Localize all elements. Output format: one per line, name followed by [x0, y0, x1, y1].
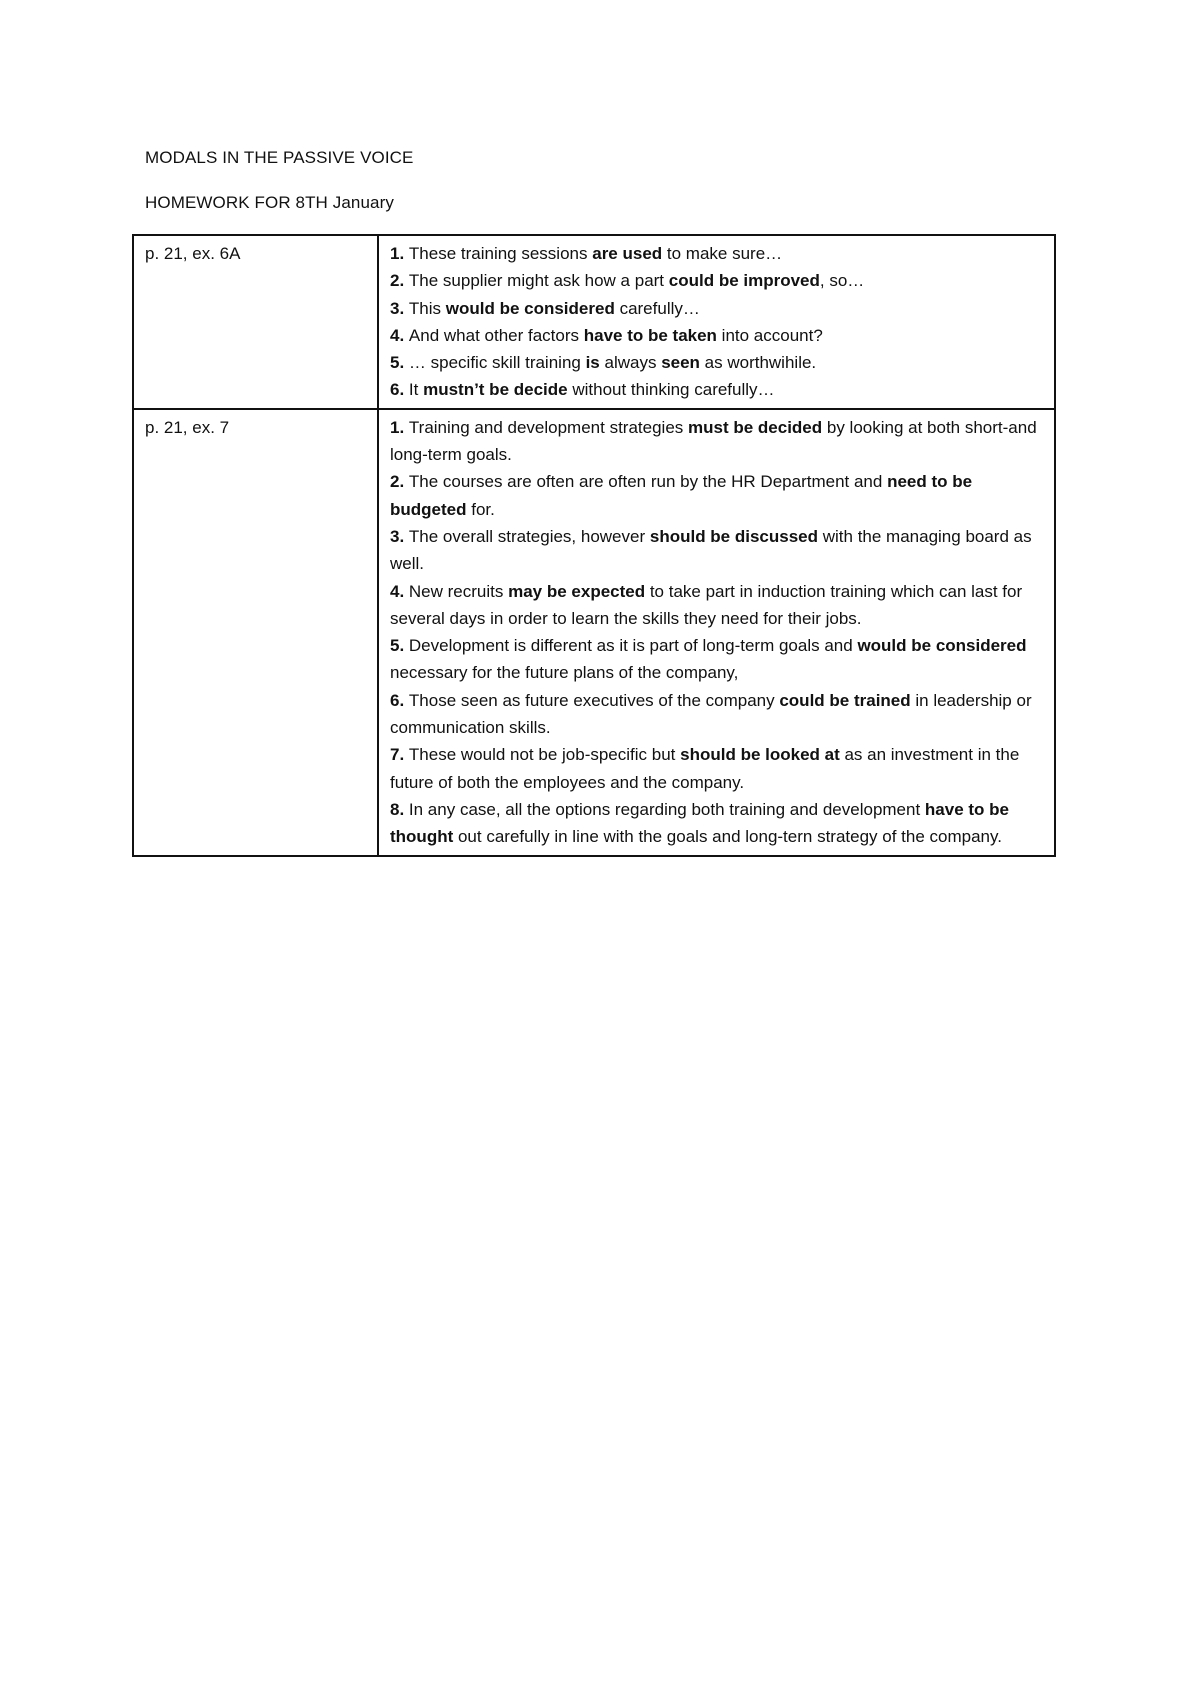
answer-text: as worthwihile. [699, 353, 817, 373]
table-row [133, 409, 1055, 856]
answer-text: with the managing board as well. [390, 526, 1032, 574]
answer-number: 5. [390, 353, 409, 373]
document-subtitle: HOMEWORK FOR 8TH January [145, 193, 394, 212]
answer-item [390, 376, 1044, 403]
answer-number: 5. [390, 636, 409, 656]
answer-text: to make sure… [662, 244, 783, 263]
answer-item [390, 414, 1044, 469]
exercise-reference: p. 21, ex. 7 [145, 417, 230, 437]
answer-item [390, 322, 1044, 349]
answer-number: 1. [390, 417, 409, 437]
answer-text: to take part in induction training which can last for several days in order to learn the skills they need for their jobs. [390, 581, 1023, 628]
answer-text: And what other factors [408, 325, 584, 345]
answer-text: Those seen as future executives of the company [408, 690, 780, 710]
answer-bold-text: should be looked at [680, 745, 840, 765]
table-row [133, 235, 1055, 409]
answer-text: Training and development strategies [408, 417, 688, 437]
answer-bold-text: are used [592, 244, 663, 263]
answer-text: out carefully in line with the goals and long-tern strategy of the company. [453, 827, 1002, 847]
answer-bold-text: would be considered [857, 636, 1027, 656]
answer-bold-text: should be discussed [649, 526, 819, 546]
answer-bold-text: seen [661, 353, 700, 373]
answers-list [390, 414, 1044, 851]
answer-text: It [408, 380, 424, 400]
answer-text: These training sessions [408, 244, 593, 263]
answer-text: The overall strategies, however [408, 526, 650, 546]
answer-text: The supplier might ask how a part [408, 271, 669, 291]
answer-text: In any case, all the options regarding both training and development [408, 799, 925, 819]
answers-list [390, 240, 1044, 404]
answer-number: 4. [390, 325, 409, 345]
answer-number: 6. [390, 380, 409, 400]
answer-text: This [408, 298, 446, 318]
answer-bold-text: have to be taken [583, 325, 717, 345]
answer-text: as an investment in the future of both the employees and the company. [390, 745, 1020, 792]
answer-bold-text: could be trained [779, 690, 911, 710]
answers-cell [378, 235, 1055, 409]
answer-text: for. [466, 499, 495, 519]
answers-cell [378, 409, 1055, 856]
answer-text: by looking at both short-and long-term goals. [390, 417, 1037, 465]
answer-text: necessary for the future plans of the company, [390, 663, 739, 683]
answer-item [390, 632, 1044, 687]
answer-text: … specific skill training [408, 353, 586, 373]
answer-number: 3. [390, 526, 409, 546]
answer-text: without thinking carefully… [567, 380, 775, 400]
answer-text: The courses are often are often run by the HR Department and [408, 472, 888, 492]
answer-number: 2. [390, 472, 409, 492]
answer-item [390, 578, 1044, 633]
answer-number: 6. [390, 690, 409, 710]
answer-item [390, 741, 1044, 796]
answer-text: Development is different as it is part of long-term goals and [408, 636, 858, 656]
answer-text: in leadership or communication skills. [390, 690, 1032, 738]
exercise-reference-cell [133, 235, 378, 409]
exercise-reference: p. 21, ex. 6A [145, 244, 241, 263]
answer-item [390, 687, 1044, 742]
answer-number: 7. [390, 745, 409, 765]
answer-number: 1. [390, 244, 409, 263]
answer-bold-text: have to be thought [390, 799, 1010, 847]
answer-text: These would not be job-specific but [408, 745, 681, 765]
answer-item [390, 523, 1044, 578]
answer-bold-text: mustn’t be decide [423, 380, 568, 400]
answer-bold-text: need to be budgeted [390, 472, 973, 519]
answer-text: New recruits [408, 581, 509, 601]
answer-text: , so… [819, 271, 865, 291]
answer-text: into account? [716, 325, 823, 345]
homework-table-body [133, 235, 1055, 856]
answer-number: 2. [390, 271, 409, 291]
answer-text: carefully… [614, 298, 700, 318]
answer-item [390, 349, 1044, 376]
answer-number: 4. [390, 581, 409, 601]
homework-table [132, 234, 1056, 857]
answer-number: 8. [390, 799, 409, 819]
answer-bold-text: must be decided [688, 417, 823, 437]
answer-number: 3. [390, 298, 409, 318]
answer-bold-text: is [585, 353, 600, 373]
answer-bold-text: could be improved [668, 271, 820, 291]
answer-bold-text: would be considered [445, 298, 615, 318]
answer-item [390, 796, 1044, 851]
answer-item [390, 267, 1044, 294]
answer-item [390, 295, 1044, 322]
answer-text: always [599, 353, 662, 373]
exercise-reference-cell [133, 409, 378, 856]
answer-bold-text: may be expected [508, 581, 646, 601]
document-title: MODALS IN THE PASSIVE VOICE [145, 148, 414, 167]
answer-item [390, 240, 1044, 267]
answer-item [390, 468, 1044, 523]
